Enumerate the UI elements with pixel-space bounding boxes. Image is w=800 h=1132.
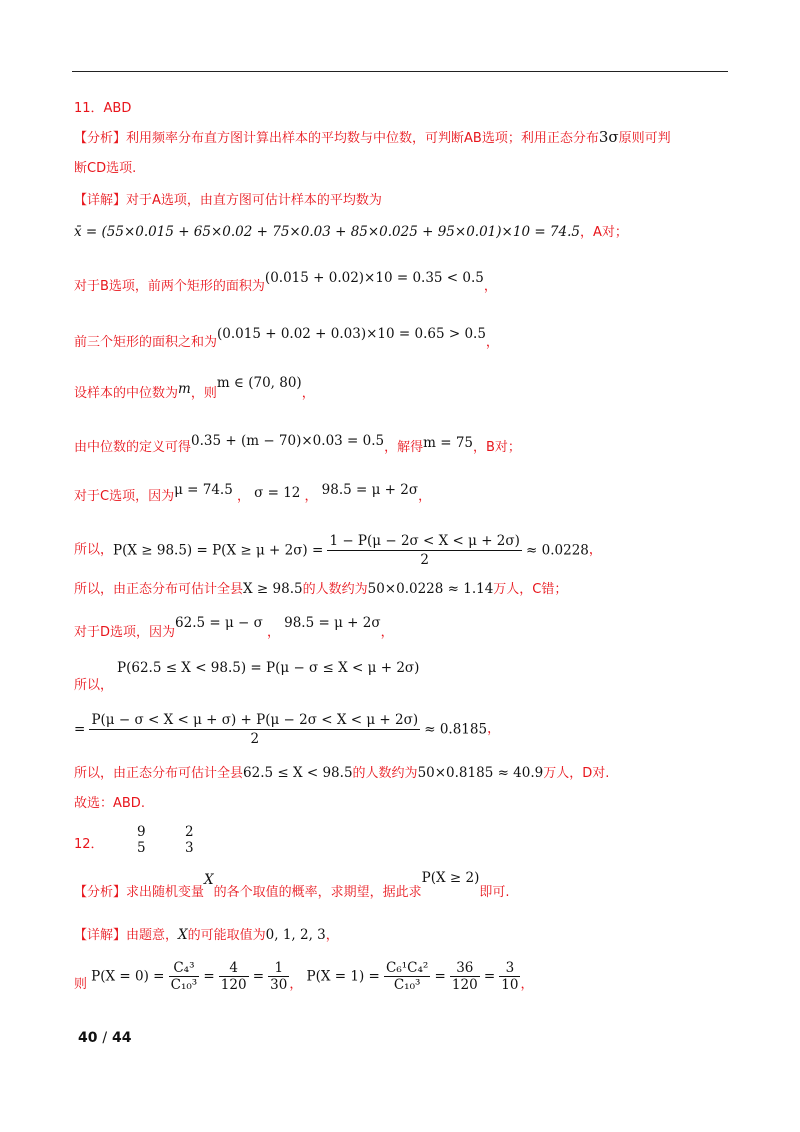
d-eq1: 62.5 = μ − σ xyxy=(175,615,263,631)
d-fraction xyxy=(89,711,420,748)
mean-line xyxy=(74,222,628,243)
b2-line xyxy=(74,326,499,353)
frac-den: 120 xyxy=(220,977,247,993)
p0-lhs: P(X = 0) = xyxy=(91,968,165,985)
c-mu: μ = 74.5 xyxy=(174,482,233,498)
values: 0, 1, 2, 3 xyxy=(265,927,326,943)
d-text: 对于D选项，因为 xyxy=(74,625,176,640)
frac-num: 36 xyxy=(450,960,480,977)
p-lhs: P(X ≥ 98.5) = P(X ≥ μ + 2σ) = xyxy=(113,542,324,559)
frac-num: C₄³ xyxy=(169,960,200,977)
d-est-text: 所以，由正态分布可估计全县 xyxy=(74,766,244,781)
q11-detail-line xyxy=(74,191,382,211)
median-eq: 0.35 + (m − 70)×0.03 = 0.5 xyxy=(191,433,385,449)
comma: ， xyxy=(588,542,602,558)
p1-frac3 xyxy=(499,960,520,993)
total-pages: 44 xyxy=(111,1030,132,1046)
p0-frac3 xyxy=(268,960,289,993)
comma: ， xyxy=(485,335,499,350)
d-den: 2 xyxy=(250,731,260,747)
ans1-num: 9 xyxy=(137,824,146,840)
p0-frac2 xyxy=(219,960,249,993)
frac-den: C₁₀³ xyxy=(393,977,421,993)
d-num: P(μ − σ < X < μ + σ) + P(μ − 2σ < X < μ + 2σ) xyxy=(91,712,419,728)
q12-answer2 xyxy=(183,824,196,856)
header-rule xyxy=(72,71,728,72)
b-formula: (0.015 + 0.02)×10 = 0.35 < 0.5 xyxy=(264,270,484,286)
analysis-tag: 【分析】 xyxy=(74,885,127,900)
q11-analysis-line2: 断CD选项. xyxy=(74,161,137,176)
b2-formula: (0.015 + 0.02 + 0.03)×10 = 0.65 > 0.5 xyxy=(217,326,486,342)
d-rhs: ≈ 0.8185 xyxy=(424,721,488,738)
p-fraction xyxy=(327,532,521,569)
solve-val: m = 75 xyxy=(423,435,473,451)
var-x: X xyxy=(204,872,214,888)
p1-frac2 xyxy=(450,960,480,993)
p1-frac1 xyxy=(384,960,430,993)
c-est-text: 的人数约为 xyxy=(302,582,368,597)
current-page: 40 xyxy=(78,1030,98,1046)
q12-analysis-line xyxy=(74,870,510,903)
detail-tag: 【详解】 xyxy=(74,928,127,943)
d-option-line: 对于D选项，因为62.5 = μ − σ ， 98.5 = μ + 2σ， xyxy=(74,615,394,640)
q11-analysis-line1 xyxy=(74,127,671,149)
ans2-num: 2 xyxy=(185,824,194,840)
p-num: 1 − P(μ − 2σ < X < μ + 2σ) xyxy=(329,533,520,549)
mean-formula: x̄ = (55×0.015 + 65×0.02 + 75×0.03 + 85×0.025 + 95×0.01)×10 = 74.5 xyxy=(74,224,580,240)
c-estimate-line xyxy=(74,579,567,600)
d-est-text: 万人，D对. xyxy=(543,766,610,781)
then-text: 则 xyxy=(74,977,88,992)
detail-text: 的可能取值为 xyxy=(187,928,266,943)
c-est-text: 万人，C错； xyxy=(493,582,568,597)
frac-den: 120 xyxy=(451,977,478,993)
frac-den: C₁₀³ xyxy=(170,977,198,993)
detail-text: 对于A选项，由直方图可估计样本的平均数为 xyxy=(126,193,382,208)
page-number xyxy=(78,1030,131,1046)
median-text: 设样本的中位数为 xyxy=(74,386,179,401)
c-prob-line xyxy=(74,532,602,569)
analysis-tag: 【分析】 xyxy=(74,131,127,146)
frac-den: 10 xyxy=(501,977,519,993)
frac-num: 4 xyxy=(219,960,249,977)
analysis-text: 求出随机变量 xyxy=(126,885,205,900)
c-est-text: 所以，由正态分布可估计全县 xyxy=(74,582,244,597)
d-est-math: 50×0.8185 ≈ 40.9 xyxy=(417,765,544,781)
comma: ， xyxy=(301,386,315,401)
detail-text: 由题意， xyxy=(126,928,179,943)
q11-number: 11．ABD xyxy=(74,101,132,116)
p-den: 2 xyxy=(420,552,429,568)
d-prob-lhs xyxy=(117,658,419,679)
mean-suffix: ，A对； xyxy=(579,225,628,240)
c-est-math: 50×0.0228 ≈ 1.14 xyxy=(367,581,494,597)
median-def-text: 由中位数的定义可得 xyxy=(74,440,192,455)
median-def-line xyxy=(74,433,521,458)
c-sigma: σ = 12 xyxy=(254,485,301,501)
b-option-line xyxy=(74,270,497,297)
q12-prob-line: 则 P(X = 0) = $\frac{\text{C₄³}}{\text{C₁₀³}}$ = $\frac{4}{120}$ = $\frac{1}{30}$ ， P(X = 1) = $\frac{\text{C₆¹C₄²}}{\text{C₁₀³}}$ = $\frac{36}{120}$ = $\frac{3}{10}$ ， xyxy=(74,960,534,993)
analysis-text: 利用频率分布直方图计算出样本的平均数与中位数，可判断AB选项；利用正态分布 xyxy=(126,131,599,146)
d-estimate-line xyxy=(74,763,609,784)
p-rhs: ≈ 0.0228 xyxy=(526,542,589,559)
d-est-math: 62.5 ≤ X < 98.5 xyxy=(243,765,353,781)
ans2-den: 3 xyxy=(185,840,194,856)
c-option-line: 对于C选项，因为μ = 74.5 ， σ = 12 ， 98.5 = μ + 2σ， xyxy=(74,482,432,504)
median-range: m ∈ (70, 80) xyxy=(216,375,302,391)
c-eq: 98.5 = μ + 2σ xyxy=(321,482,419,498)
comma: ， xyxy=(380,625,394,640)
frac-den: 30 xyxy=(270,977,288,993)
answer1-fraction xyxy=(135,824,148,856)
median-var: m xyxy=(178,381,191,397)
b-text: 对于B选项，前两个矩形的面积为 xyxy=(74,279,265,294)
p1-lhs: P(X = 1) = xyxy=(306,968,380,985)
b2-text: 前三个矩形的面积之和为 xyxy=(74,335,218,350)
c-text: 对于C选项，因为 xyxy=(74,489,175,504)
c-est-math: X ≥ 98.5 xyxy=(243,581,303,597)
analysis-text: 即可. xyxy=(479,885,510,900)
so-line: 所以， xyxy=(74,678,114,693)
p0-frac1 xyxy=(169,960,200,993)
so-text: 所以， xyxy=(74,542,114,558)
analysis-text: 原则可判 xyxy=(618,131,671,146)
q12-number: 12． xyxy=(74,837,104,852)
frac-num: 3 xyxy=(499,960,520,977)
d-est-text: 的人数约为 xyxy=(352,766,418,781)
var-x: X xyxy=(178,927,188,943)
d-eq2: 98.5 = μ + 2σ xyxy=(284,615,381,631)
three-sigma: 3σ xyxy=(598,128,619,146)
q12-detail-line: 【详解】由题意，X的可能取值为0, 1, 2, 3， xyxy=(74,927,339,943)
q12-answer1 xyxy=(135,824,148,856)
comma: ， xyxy=(483,279,497,294)
frac-num: 1 xyxy=(268,960,289,977)
frac-num: C₆¹C₄² xyxy=(385,960,429,976)
median-line xyxy=(74,375,315,404)
comma: ， xyxy=(487,721,501,737)
detail-tag: 【详解】 xyxy=(74,193,127,208)
p-x-ge-2: P(X ≥ 2) xyxy=(421,870,480,886)
d-prob-fraction-line: = $\frac{P(\mu - \sigma < X < \mu + \sigma) + P(\mu - 2\sigma < X < \mu + 2\sigma)}{2}$ ≈ 0.8185， xyxy=(74,712,501,747)
solve-text: ，解得 xyxy=(384,440,424,455)
solve-suffix: ，B对； xyxy=(473,440,521,455)
analysis-text: 的各个取值的概率，求期望，据此求 xyxy=(213,885,422,900)
median-then: ，则 xyxy=(190,386,217,401)
answer2-fraction xyxy=(183,824,196,856)
comma: ， xyxy=(418,489,432,504)
ans1-den: 5 xyxy=(137,840,146,856)
page-separator: / xyxy=(102,1030,108,1046)
d-lhs: P(62.5 ≤ X < 98.5) = P(μ − σ ≤ X < μ + 2σ) xyxy=(117,660,420,676)
q11-answer: 故选：ABD. xyxy=(74,796,145,811)
